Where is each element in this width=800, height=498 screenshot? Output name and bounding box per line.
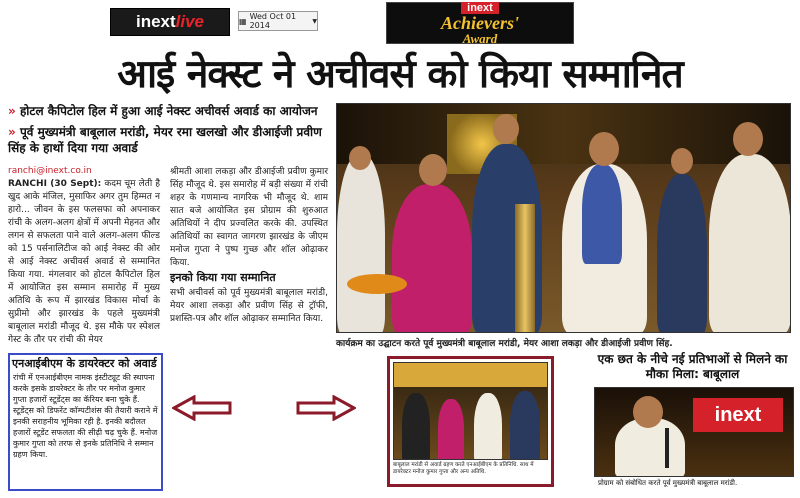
article-column-1-text: कदम चूम लेती है खुद आके मंजिल, मुसाफिर अगर तुम हिम्मत न हारो... जीवन के इस फलसफा को अपनाकर रांची के अलग-अलग क्षेत्रों में अपनी मेहनत और लगन से सफलता पाने वाले अलग-अलग फील्ड को 15 पर्सनालिटीज को आई नेक्स्ट की ओर से आई नेक्स्ट अचीवर्स अवार्ड से सम्मानित किया गया. मंगलवार को होटल कैपिटोल हिल में आयोजित इस सम्मान समारोह में मुख्य अतिथि के रूप में झारखंड विकास मोर्चा के सुप्रीमो और झारखंड के पहले मुख्यमंत्री बाबूलाल मरांडी मौजूद थे. इस मौके पर स्पेशल गेस्ट के तौर पर रांची की मेयर — [8, 179, 160, 345]
person-1-head — [349, 146, 371, 170]
achievers-award-logo — [386, 2, 574, 44]
mid-banner — [394, 363, 547, 387]
person-1 — [337, 154, 385, 333]
section-body: सभी अचीवर्स को पूर्व मुख्यमंत्री बाबूलाल मरांडी, मेयर आशा लकड़ा और प्रवीण सिंह से ट्रॉफी, प्रशस्ति-पत्र और शॉल ओढ़ाकर सम्मानित किया. — [170, 288, 328, 324]
award-photo-box — [387, 356, 554, 487]
main-event-photo — [336, 103, 791, 333]
subhead-2-text: पूर्व मुख्यमंत्री बाबूलाल मरांडी, मेयर रमा खलखो और डीआईजी प्रवीण सिंह के हाथों दिया गया अवार्ड — [8, 125, 322, 155]
mid-person-4 — [510, 391, 540, 460]
bullet-icon: » — [8, 125, 20, 139]
achievers-logo-bottom: Award — [462, 30, 498, 46]
microphone-icon — [665, 428, 669, 468]
mid-person-2 — [438, 399, 464, 460]
chevron-down-icon: ▼ — [312, 17, 317, 25]
reporter-email[interactable]: ranchi@inext.co.in — [8, 166, 92, 176]
subhead-1-text: होटल कैपिटोल हिल में हुआ आई नेक्स्ट अचीवर्स अवार्ड का आयोजन — [19, 104, 318, 118]
person-woman — [392, 184, 472, 333]
inext-brand: inext — [135, 12, 176, 31]
mid-person-3 — [474, 393, 502, 460]
inext-live-logo[interactable] — [110, 8, 230, 36]
achievers-logo-top: inext — [461, 2, 499, 14]
nibm-box-body: रांची में एनआईबीएम नामक इंस्टीट्यूट की स्थापना करके इसके डायरेक्टर के तौर पर मनोज कुमार गुप्ता हजारों स्टूडेंट्स का कॅरियर बना चुके हैं. स्टूडेंट्स को डिफरेंट कॉम्पटीशंस की तैयारी कराने में इनकी सराहनीय भूमिका रही है. इनकी बदौलत हजारों स्टूडेंट सफलता की सीढ़ी चढ़ चुके हैं. मनोज कुमार गुप्ता को तरफ से इनके प्रतिनिधि ने सम्मान ग्रहण किया. — [13, 373, 158, 459]
flower-bouquet — [347, 274, 407, 294]
person-6-head — [733, 122, 763, 156]
person-6 — [709, 154, 791, 333]
main-photo-caption: कार्यक्रम का उद्घाटन करते पूर्व मुख्यमंत्री बाबूलाल मरांडी, मेयर आशा लकड़ा और डीआईजी प्रवीण सिंह. — [336, 339, 673, 349]
dateline: RANCHI (30 Sept): — [8, 179, 102, 189]
speaker-head — [633, 396, 663, 428]
person-woman-head — [419, 154, 447, 186]
live-brand: live — [175, 12, 205, 31]
article-column-2 — [170, 166, 328, 270]
subhead-1 — [8, 103, 333, 119]
person-babulal-head — [589, 132, 619, 166]
mid-person-1 — [402, 393, 430, 460]
babulal-speech-photo — [594, 387, 794, 477]
babulal-quote-heading: एक छत के नीचे नई प्रतिभाओं से मिलने का मौका मिला: बाबूलाल — [597, 352, 788, 381]
inext-banner: inext — [693, 398, 783, 432]
award-photo — [393, 362, 548, 460]
person-5-head — [671, 148, 693, 174]
date-value: Wed Oct 01 2014 — [249, 12, 297, 30]
babulal-photo-caption: प्रोग्राम को संबोधित करते पूर्व मुख्यमंत्री बाबूलाल मरांडी. — [598, 479, 738, 487]
page-title: आई नेक्स्ट ने अचीवर्स को किया सम्मानित — [117, 52, 683, 97]
section-heading: इनको किया गया सम्मानित — [170, 271, 276, 284]
arrow-right-icon — [296, 395, 356, 421]
person-5 — [657, 174, 707, 333]
award-photo-caption: बाबूलाल मरांडी से अवार्ड ग्रहण करते एनआईबीएम के प्रतिनिधि. साथ में डायरेक्टर मनोज कुमार गुप्ता और अन्य अतिथि. — [393, 462, 534, 475]
bullet-icon: » — [8, 104, 20, 118]
arrow-left-icon — [172, 395, 232, 421]
brass-lamp — [515, 204, 535, 333]
person-3-head — [493, 114, 519, 144]
stage-backdrop — [337, 104, 790, 164]
person-babulal-vest — [582, 164, 622, 264]
achievers-logo-mid: Achievers' — [441, 12, 519, 33]
article-column-1 — [8, 178, 160, 347]
nibm-box-heading: एनआईबीएम के डायरेक्टर को अवार्ड — [12, 357, 157, 370]
date-selector[interactable] — [238, 11, 318, 31]
article-column-2-text: श्रीमती आशा लकड़ा और डीआईजी प्रवीण कुमार सिंह मौजूद थे. इस समारोह में बड़ी संख्या में रांची शहर के गणमान्य नागरिक भी मौजूद थे. शाम सात बजे आयोजित इस प्रोग्राम की शुरुआत अतिथियों ने दीप प्रज्वलित करके की. उपस्थित अतिथियों का स्वागत जागरण झारखंड के जीएम मनोज गुप्ता ने पुष्प गुच्छ और शॉल ओढ़ाकर किया. — [170, 167, 328, 268]
nibm-director-box — [8, 353, 163, 491]
subhead-2 — [8, 124, 333, 156]
calendar-icon: ▦ — [239, 16, 247, 26]
